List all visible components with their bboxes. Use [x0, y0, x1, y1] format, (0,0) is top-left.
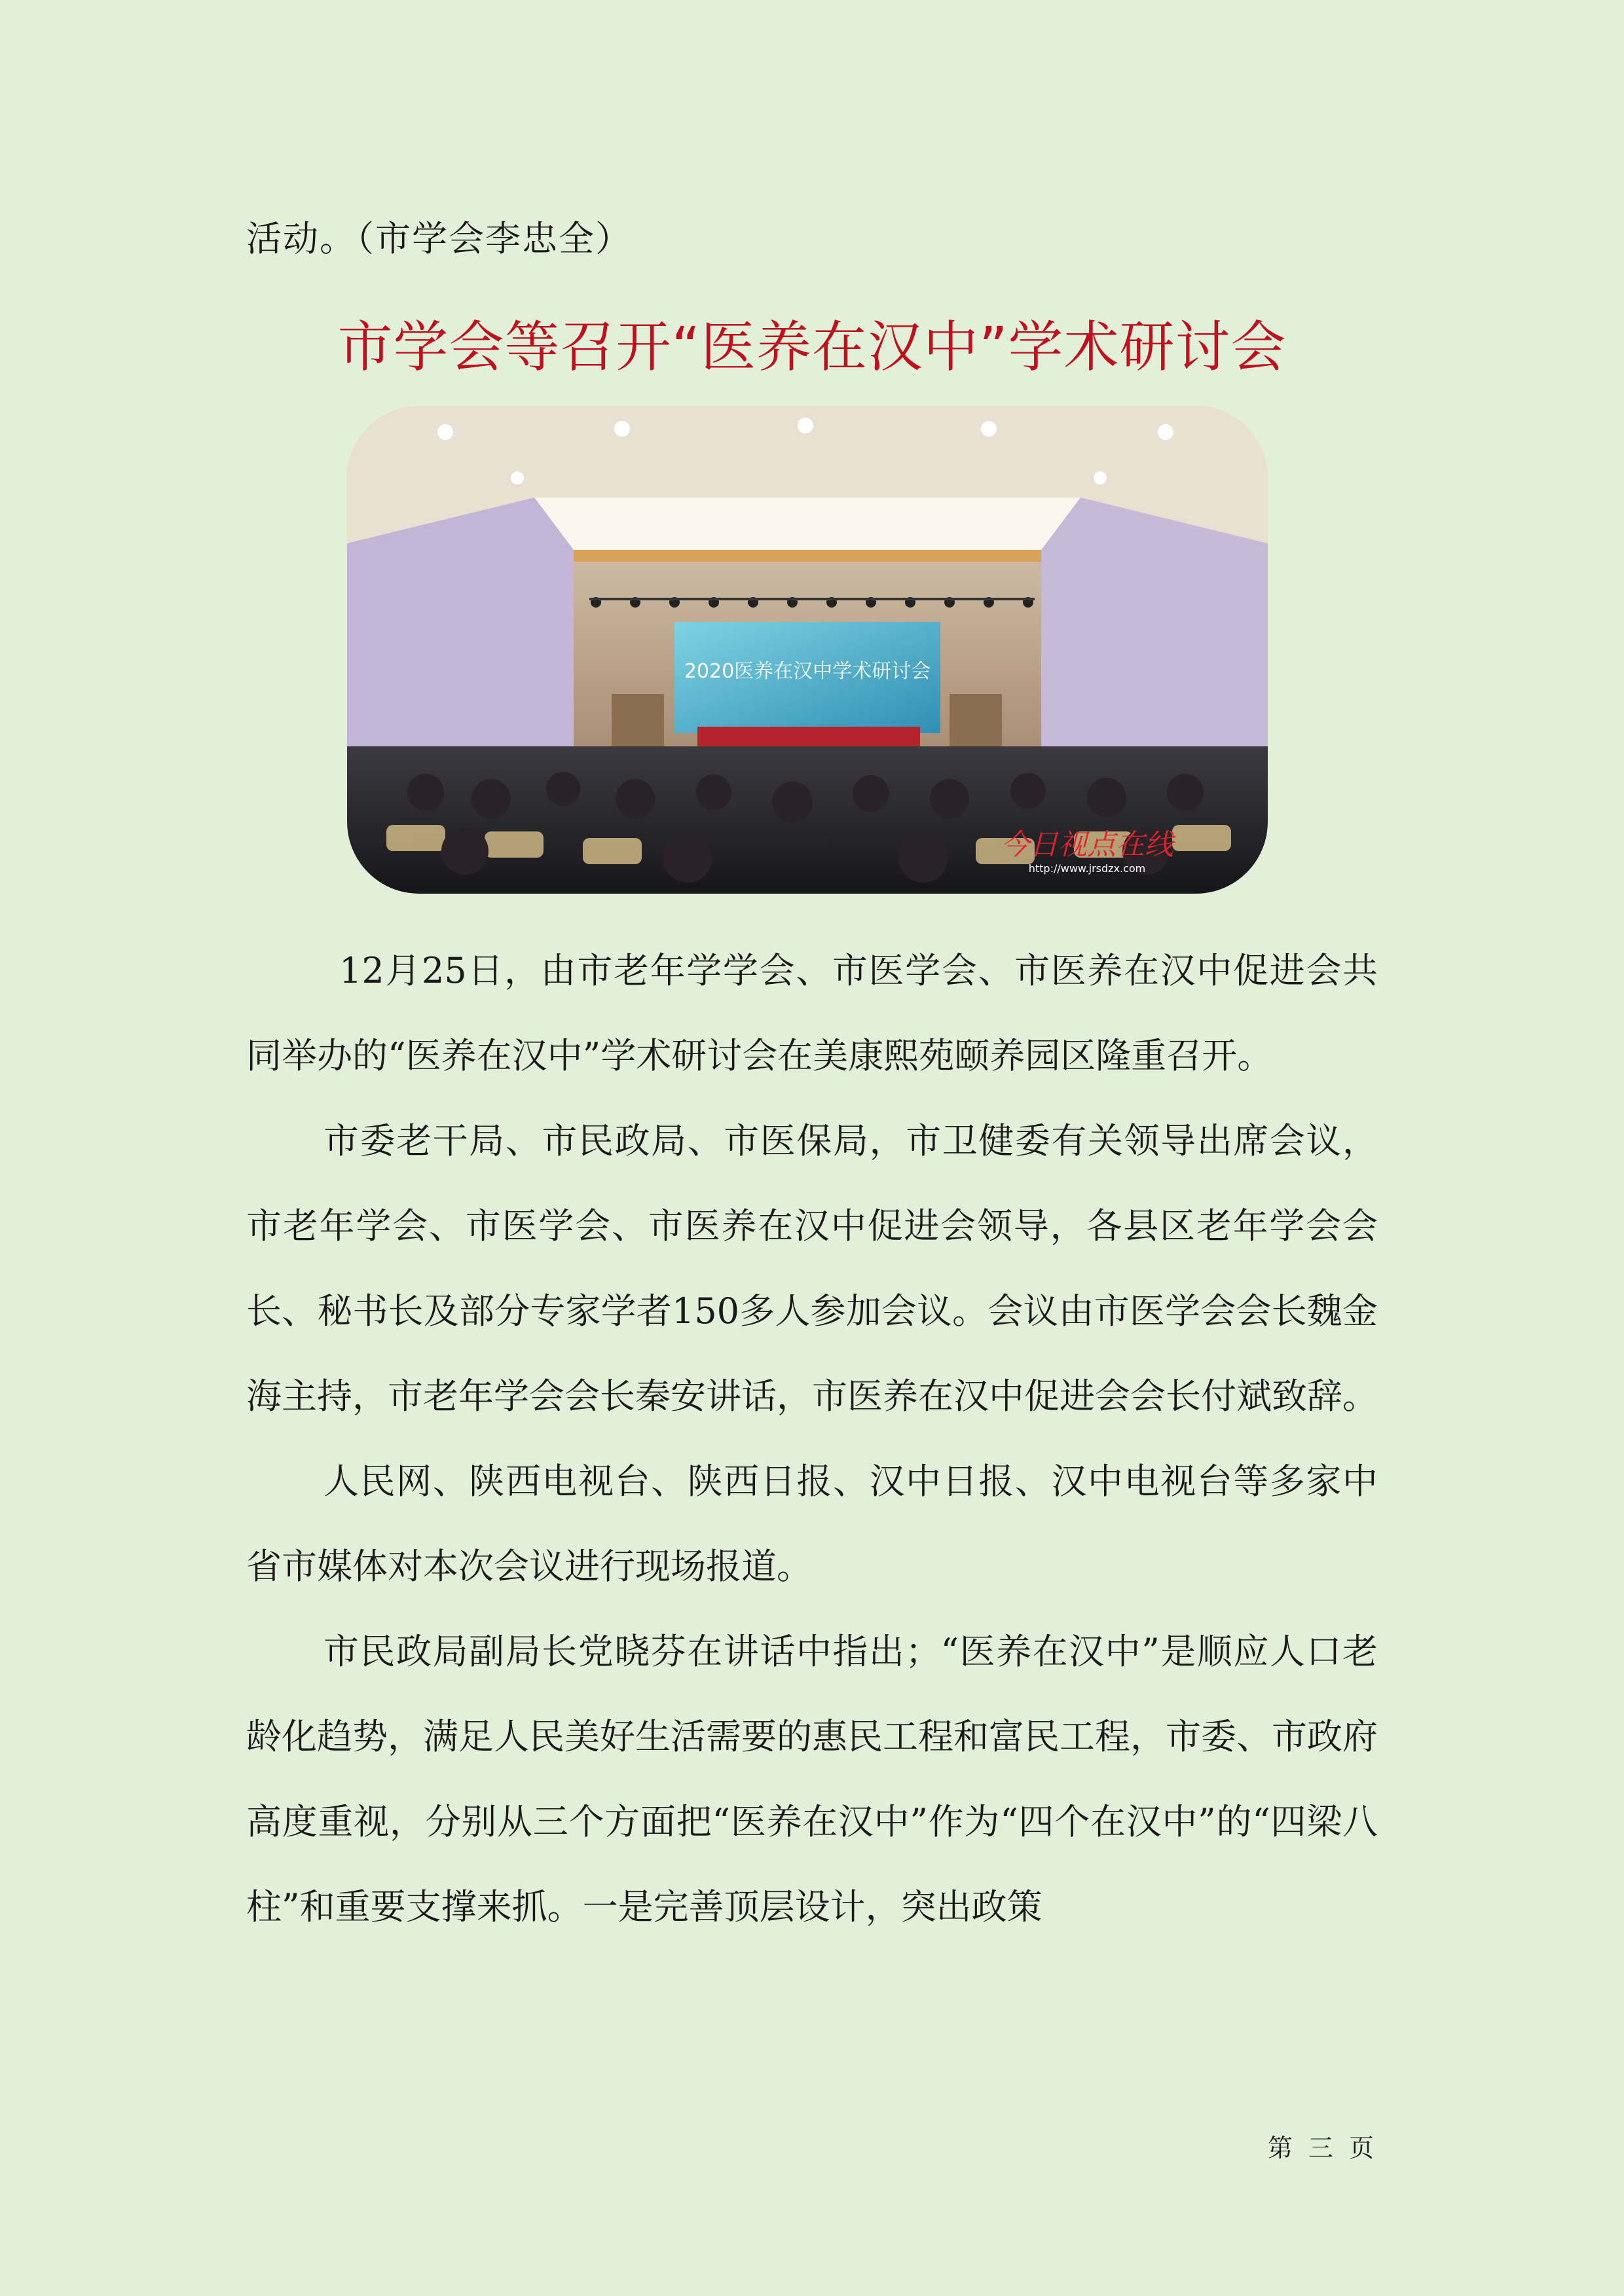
paragraph: 市委老干局、市民政局、市医保局，市卫健委有关领导出席会议，市老年学会、市医学会、市医养在汉中促进会领导，各县区老年学会会长、秘书长及部分专家学者150多人参加会议。会议由市医学会会长魏金海主持，市老年学会会长秦安讲话，市医养在汉中促进会会长付斌致辞。	[246, 1120, 1378, 1417]
paragraph: 人民网、陕西电视台、陕西日报、汉中日报、汉中电视台等多家中省市媒体对本次会议进行现场报道。	[246, 1461, 1378, 1587]
projection-screen-text: 2020医养在汉中学术研讨会	[684, 660, 931, 683]
continued-text-line: 活动。（市学会李忠全）	[246, 218, 632, 259]
photo-watermark-text: 今日视点在线	[1001, 828, 1173, 862]
conference-hall-image	[347, 406, 1268, 894]
paragraph: 市民政局副局长党晓芬在讲话中指出；“医养在汉中”是顺应人口老龄化趋势，满足人民美好生活需要的惠民工程和富民工程，市委、市政府高度重视，分别从三个方面把“医养在汉中”作为“四个在汉中”的“四梁八柱”和重要支撑来抓。一是完善顶层设计，突出政策	[246, 1631, 1378, 1927]
conference-photo	[347, 406, 1268, 894]
paragraph: 12月25日，由市老年学学会、市医学会、市医养在汉中促进会共同举办的“医养在汉中”学术研讨会在美康熙苑颐养园区隆重召开。	[246, 950, 1378, 1076]
article-body	[246, 928, 1378, 1950]
page-number: 第 三 页	[1267, 2134, 1378, 2162]
photo-watermark-url: http://www.jrsdzx.com	[1028, 862, 1146, 875]
article-headline: 市学会等召开“医养在汉中”学术研讨会	[337, 315, 1287, 379]
